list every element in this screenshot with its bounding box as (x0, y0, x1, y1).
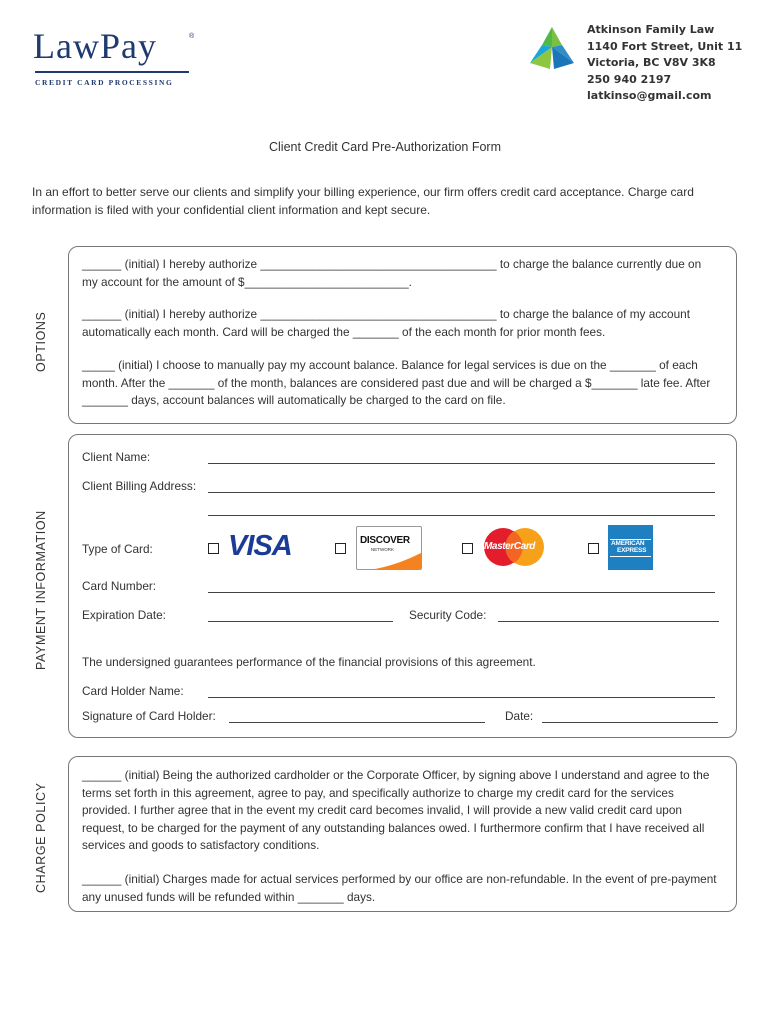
card-holder-label: Card Holder Name: (82, 684, 184, 698)
options-section-label: OPTIONS (34, 311, 48, 372)
lawpay-logo-text: LawPay (33, 26, 157, 66)
card-type-label: Type of Card: (82, 542, 153, 556)
firm-phone: 250 940 2197 (587, 72, 672, 86)
firm-logo-icon (528, 25, 576, 73)
expiration-field[interactable] (208, 621, 393, 622)
visa-card-logo (228, 530, 300, 562)
firm-city: Victoria, BC V8V 3K8 (587, 56, 716, 69)
billing-address-label: Client Billing Address: (82, 479, 197, 493)
visa-checkbox[interactable] (208, 543, 219, 554)
discover-checkbox[interactable] (335, 543, 346, 554)
amex-text-2: EXPRESS (617, 547, 647, 554)
card-number-label: Card Number: (82, 579, 157, 593)
firm-email[interactable]: latkinso@gmail.com (587, 89, 712, 102)
firm-name: Atkinson Family Law (587, 23, 715, 36)
charge-section-label: CHARGE POLICY (34, 782, 48, 893)
option-2-text: ______ (initial) I hereby authorize ____________________________________ to charge the balance of my account automatically each month. Card will be charged the _______ of the each month for prior month fees. (82, 307, 691, 339)
intro-paragraph: In an effort to better serve our clients and simplify your billing experience, our firm offers credit card acceptance. Charge card information is filed with your confidential client information and kept secure. (32, 185, 694, 217)
card-holder-field[interactable] (208, 697, 715, 698)
client-name-label: Client Name: (82, 450, 151, 464)
mastercard-checkbox[interactable] (462, 543, 473, 554)
mastercard-logo (483, 527, 545, 567)
amex-checkbox[interactable] (588, 543, 599, 554)
charge-policy-paragraph-2: ______ (initial) Charges made for actual services performed by our office are non-refundable. In the event of pre-payment any unused funds will be refunded within _______ days. (82, 872, 717, 904)
billing-address-field[interactable] (208, 492, 715, 493)
payment-section-label: PAYMENT INFORMATION (34, 510, 48, 670)
form-title: Client Credit Card Pre-Authorization Form (268, 140, 502, 154)
option-1-text: ______ (initial) I hereby authorize ____________________________________ to charge the balance currently due on my account for the amount of $_________________________. (82, 257, 702, 289)
logo-tagline: CREDIT CARD PROCESSING (35, 78, 174, 87)
client-name-field[interactable] (208, 463, 715, 464)
option-3-text: _____ (initial) I choose to manually pay my account balance. Balance for legal services is due on the _______ of each month. After the _______ of the month, balances are considered past due and will be charged a $_______ late fee. After _______ days, account balances will automatically be charged to the card on file. (82, 358, 711, 407)
discover-network-text: NETWORK (371, 547, 394, 552)
signature-label: Signature of Card Holder: (82, 709, 216, 723)
visa-text: VISA (228, 530, 292, 562)
firm-contact (587, 22, 742, 105)
registered-mark: ® (189, 33, 195, 40)
signature-field[interactable] (229, 722, 485, 723)
firm-street: 1140 Fort Street, Unit 11 (587, 39, 743, 53)
expiration-label: Expiration Date: (82, 608, 166, 622)
card-number-field[interactable] (208, 592, 715, 593)
discover-card-logo (356, 526, 422, 570)
discover-stripe-icon (357, 553, 421, 569)
security-code-label: Security Code: (409, 608, 487, 622)
lawpay-logo (33, 26, 193, 66)
billing-address-field-2[interactable] (208, 515, 715, 516)
amex-card-logo (608, 525, 653, 570)
security-code-field[interactable] (498, 621, 719, 622)
discover-text: DISCOVER (360, 535, 410, 546)
guarantee-text: The undersigned guarantees performance of the financial provisions of this agreement. (82, 655, 536, 669)
date-field[interactable] (542, 722, 718, 723)
charge-policy-paragraph-1: ______ (initial) Being the authorized cardholder or the Corporate Officer, by signing above I understand and agree to the terms set forth in this agreement, agree to pay, and specifically authorize to charge my credit card for the services provided. I further agree that in the event my credit card becomes invalid, I will provide a new valid credit card upon request, to be charged for the payment of any outstanding balances owed. I furthermore confirm that I have received all services and goods to satisfactory conditions. (82, 768, 710, 852)
date-label: Date: (505, 709, 534, 723)
logo-rule (35, 71, 189, 73)
amex-text-1: AMERICAN (611, 540, 645, 547)
mastercard-text: MasterCard (484, 541, 536, 552)
